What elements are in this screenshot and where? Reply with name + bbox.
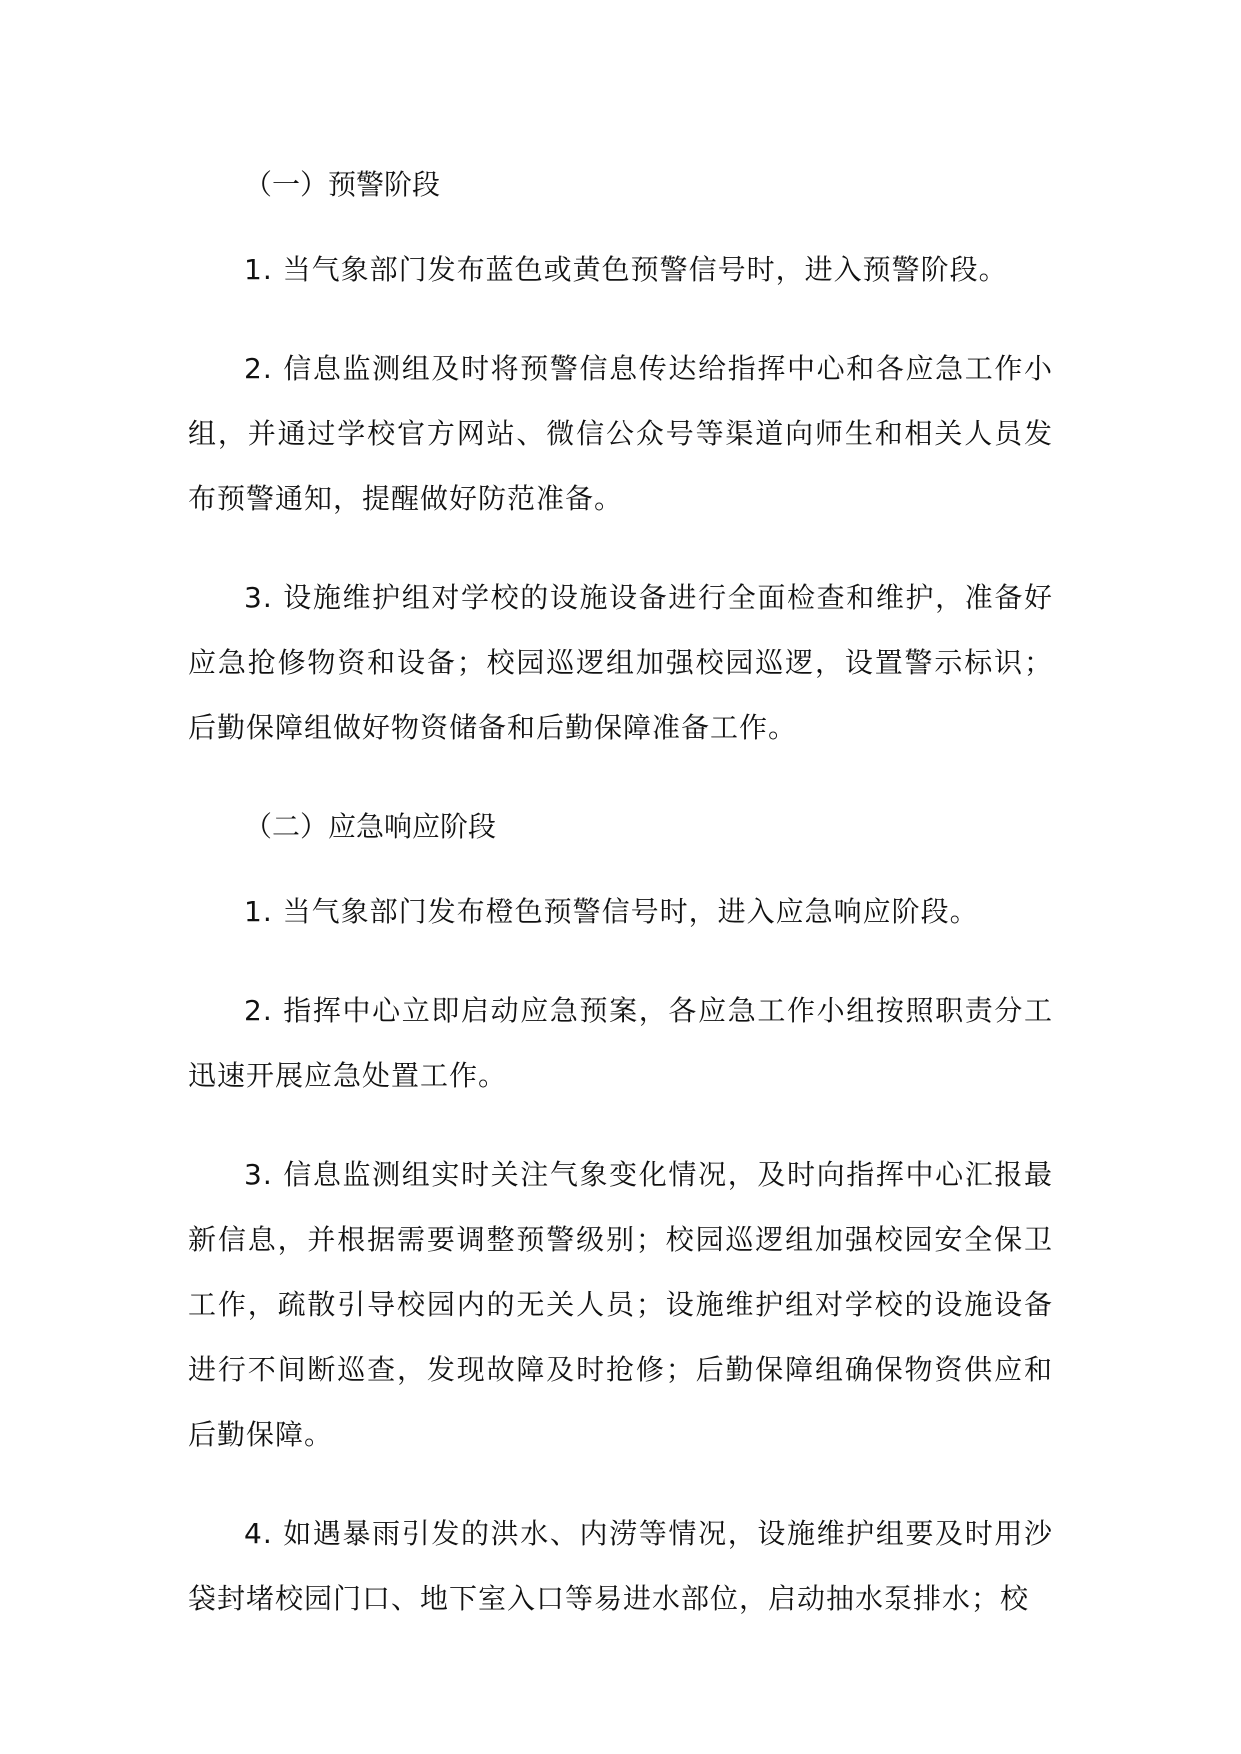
paragraph: 2. 信息监测组及时将预警信息传达给指挥中心和各应急工作小组，并通过学校官方网站、微信公众号等渠道向师生和相关人员发布预警通知，提醒做好防范准备。 (188, 352, 1053, 515)
document-body (188, 152, 1053, 1665)
paragraph: 1. 当气象部门发布蓝色或黄色预警信号时，进入预警阶段。 (244, 253, 1008, 286)
paragraph: 3. 信息监测组实时关注气象变化情况，及时向指挥中心汇报最新信息，并根据需要调整预警级别；校园巡逻组加强校园安全保卫工作，疏散引导校园内的无关人员；设施维护组对学校的设施设备进行不间断巡查，发现故障及时抢修；后勤保障组确保物资供应和后勤保障。 (188, 1158, 1053, 1451)
paragraph: 3. 设施维护组对学校的设施设备进行全面检查和维护，准备好应急抢修物资和设备；校园巡逻组加强校园巡逻，设置警示标识；后勤保障组做好物资储备和后勤保障准备工作。 (188, 581, 1053, 744)
paragraph: 4. 如遇暴雨引发的洪水、内涝等情况，设施维护组要及时用沙袋封堵校园门口、地下室入口等易进水部位，启动抽水泵排水；校 (188, 1517, 1053, 1615)
section-heading-response: （二）应急响应阶段 (244, 810, 497, 843)
paragraph: 2. 指挥中心立即启动应急预案，各应急工作小组按照职责分工迅速开展应急处置工作。 (188, 994, 1053, 1092)
paragraph: 1. 当气象部门发布橙色预警信号时，进入应急响应阶段。 (244, 895, 979, 928)
section-heading-warning: （一）预警阶段 (244, 168, 441, 201)
